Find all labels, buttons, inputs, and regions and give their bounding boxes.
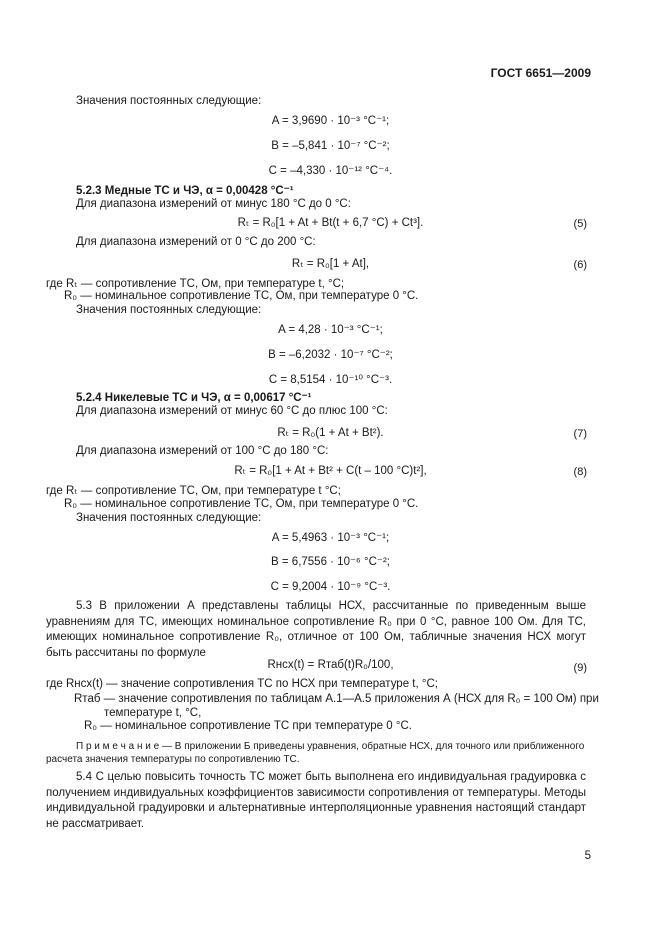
constants-intro-523: Значения постоянных следующие: (76, 304, 262, 316)
where-line-523-2: R₀ — номинальное сопротивление ТС, Ом, при температуре 0 °C. (64, 290, 419, 302)
section-524-title: 5.2.4 Никелевые ТС и ЧЭ, α = 0,00617 °C⁻¹ (76, 392, 312, 404)
where-line-53-3: R₀ — номинальное сопротивление ТС при температуре 0 °C. (84, 720, 412, 732)
equation-8: Rₜ = R₀[1 + At + Bt² + C(t – 100 °C)t²], (234, 465, 427, 477)
note-text: П р и м е ч а н и е — В приложении Б приведены уравнения, обратные НСХ, для точного или приближенного расчета значения температуры по сопротивлению ТС. (46, 741, 585, 765)
constant-b-523: B = –6,2032 · 10⁻⁷ °C⁻²; (268, 349, 393, 361)
range-text-524-2: Для диапазона измерений от 100 °C до 180 °C: (76, 445, 329, 457)
where-line-524-1: где Rₜ — сопротивление ТС, Ом, при температуре t °C; (46, 485, 341, 497)
equation-7-number: (7) (573, 428, 587, 440)
equation-8-number: (8) (573, 466, 587, 478)
page-number: 5 (584, 850, 591, 862)
constant-a-1: A = 3,9690 · 10⁻³ °C⁻¹; (271, 115, 390, 127)
section-523-title: 5.2.3 Медные ТС и ЧЭ, α = 0,00428 °C⁻¹ (76, 185, 294, 197)
equation-5: Rₜ = R₀[1 + At + Bt(t + 6,7 °C) + Ct³]. (237, 217, 424, 229)
paragraph-54: 5.4 С целью повысить точность ТС может быть выполнена его индивидуальная градуировка с получением индивидуальных коэффициентов зависимости сопротивления от температуры. Методы индивидуальной градуировки и альтернативные интерполяционные уравнения настоящий стандарт не рассматривает. (46, 771, 586, 830)
document-code: ГОСТ 6651—2009 (490, 66, 591, 80)
constant-b-1: B = –5,841 · 10⁻⁷ °C⁻²; (271, 140, 390, 152)
equation-7: Rₜ = R₀(1 + At + Bt²). (277, 427, 384, 439)
constant-c-1: C = –4,330 · 10⁻¹² °C⁻⁴. (268, 165, 393, 177)
where-line-523-1: где Rₜ — сопротивление ТС, Ом, при температуре t, °C; (46, 278, 345, 290)
range-text-524-1: Для диапазона измерений от минус 60 °C до плюс 100 °C: (76, 405, 388, 417)
constant-a-523: A = 4,28 · 10⁻³ °C⁻¹; (278, 324, 383, 336)
constant-b-524: B = 6,7556 · 10⁻⁶ °C⁻²; (271, 556, 390, 568)
constant-c-524: C = 9,2004 · 10⁻⁹ °C⁻³. (270, 581, 391, 593)
where-line-53-1: где Rнсх(t) — значение сопротивления ТС по НСХ при температуре t, °C; (46, 678, 438, 690)
constants-intro-524: Значения постоянных следующие: (76, 512, 262, 524)
paragraph-53: 5.3 В приложении А представлены таблицы НСХ, рассчитанные по приведенным выше уравнениям для ТС, имеющих номинальное сопротивление R₀ при 0 °C, равное 100 Ом. Для ТС, имеющих номинальное сопротивление R₀, отличное от 100 Ом, табличные значения НСХ могут быть рассчитаны по формуле (46, 600, 586, 659)
equation-5-number: (5) (573, 218, 587, 230)
constant-c-523: C = 8,5154 · 10⁻¹⁰ °C⁻³. (268, 374, 393, 386)
where-line-53-2: Rтаб — значение сопротивления по таблицам А.1—А.5 приложения А (НСХ для R₀ = 100 Ом) при температуре t, °C, (74, 693, 599, 719)
equation-6-number: (6) (573, 259, 587, 271)
constants-intro-1: Значения постоянных следующие: (76, 95, 262, 107)
equation-9: Rнсх(t) = Rтаб(t)R₀/100, (267, 659, 394, 671)
range-text-523-1: Для диапазона измерений от минус 180 °C до 0 °C: (76, 198, 351, 210)
range-text-523-2: Для диапазона измерений от 0 °C до 200 °C: (76, 236, 316, 248)
equation-6: Rₜ = R₀[1 + At], (291, 258, 370, 270)
where-line-524-2: R₀ — номинальное сопротивление ТС, Ом, при температуре 0 °C. (64, 498, 419, 510)
equation-9-number: (9) (573, 662, 587, 674)
constant-a-524: A = 5,4963 · 10⁻³ °C⁻¹; (271, 532, 390, 544)
